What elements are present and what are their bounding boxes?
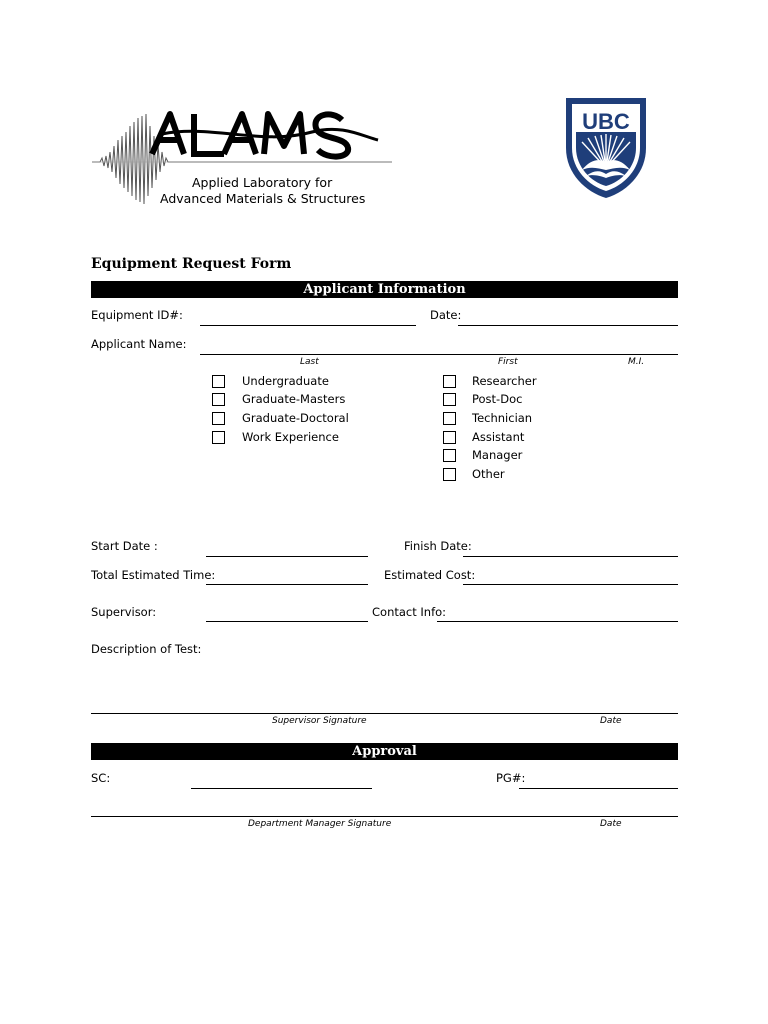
applicant-name-field[interactable] (200, 354, 678, 355)
supervisor-label: Supervisor: (91, 605, 157, 619)
ubc-shield-icon (560, 96, 652, 200)
name-mi-caption: M.I. (628, 357, 645, 367)
equipment-id-field[interactable] (200, 325, 416, 326)
form-title: Equipment Request Form (91, 256, 292, 272)
checkbox-post-doc[interactable] (443, 393, 456, 406)
name-first-caption: First (498, 357, 518, 367)
name-last-caption: Last (300, 357, 319, 367)
date-label: Date: (430, 308, 462, 322)
logo-subtitle-line2: Advanced Materials & Structures (160, 191, 366, 206)
checkbox-graduate-masters[interactable] (212, 393, 225, 406)
equipment-id-label: Equipment ID#: (91, 308, 183, 322)
start-date-field[interactable] (206, 556, 368, 557)
start-date-label: Start Date : (91, 539, 158, 553)
option-manager: Manager (472, 448, 523, 462)
sc-field[interactable] (191, 788, 372, 789)
alams-logo (92, 96, 392, 216)
checkbox-graduate-doctoral[interactable] (212, 412, 225, 425)
description-area[interactable] (91, 660, 678, 710)
option-work-experience: Work Experience (242, 430, 339, 444)
option-post-doc: Post-Doc (472, 392, 523, 406)
approval-header: Approval (91, 743, 678, 760)
pg-label: PG#: (496, 771, 526, 785)
applicant-info-header: Applicant Information (91, 281, 678, 298)
sc-label: SC: (91, 771, 111, 785)
checkbox-assistant[interactable] (443, 431, 456, 444)
dept-signature-caption: Department Manager Signature (248, 819, 392, 829)
checkbox-work-experience[interactable] (212, 431, 225, 444)
checkbox-technician[interactable] (443, 412, 456, 425)
dept-date-caption: Date (600, 819, 622, 829)
option-graduate-masters: Graduate-Masters (242, 392, 346, 406)
option-assistant: Assistant (472, 430, 525, 444)
finish-date-label: Finish Date: (404, 539, 472, 553)
supervisor-field[interactable] (206, 621, 368, 622)
checkbox-manager[interactable] (443, 449, 456, 462)
option-technician: Technician (472, 411, 533, 425)
option-graduate-doctoral: Graduate-Doctoral (242, 411, 349, 425)
checkbox-undergraduate[interactable] (212, 375, 225, 388)
ubc-crest (560, 96, 652, 200)
applicant-name-label: Applicant Name: (91, 337, 187, 351)
option-researcher: Researcher (472, 374, 537, 388)
checkbox-researcher[interactable] (443, 375, 456, 388)
ubc-text: UBC (582, 109, 630, 134)
logo-subtitle-line1: Applied Laboratory for (192, 175, 333, 190)
finish-date-field[interactable] (463, 556, 678, 557)
checkbox-other[interactable] (443, 468, 456, 481)
supervisor-signature-caption: Supervisor Signature (272, 716, 367, 726)
total-time-label: Total Estimated Time: (91, 568, 216, 582)
option-undergraduate: Undergraduate (242, 374, 329, 388)
description-label: Description of Test: (91, 642, 202, 656)
date-field[interactable] (458, 325, 678, 326)
total-time-field[interactable] (206, 584, 368, 585)
estimated-cost-field[interactable] (463, 584, 678, 585)
pg-field[interactable] (519, 788, 678, 789)
supervisor-signature-line[interactable] (91, 713, 678, 714)
dept-signature-line[interactable] (91, 816, 678, 817)
option-other: Other (472, 467, 505, 481)
supervisor-date-caption: Date (600, 716, 622, 726)
estimated-cost-label: Estimated Cost: (384, 568, 476, 582)
contact-info-label: Contact Info: (372, 605, 447, 619)
contact-info-field[interactable] (437, 621, 678, 622)
